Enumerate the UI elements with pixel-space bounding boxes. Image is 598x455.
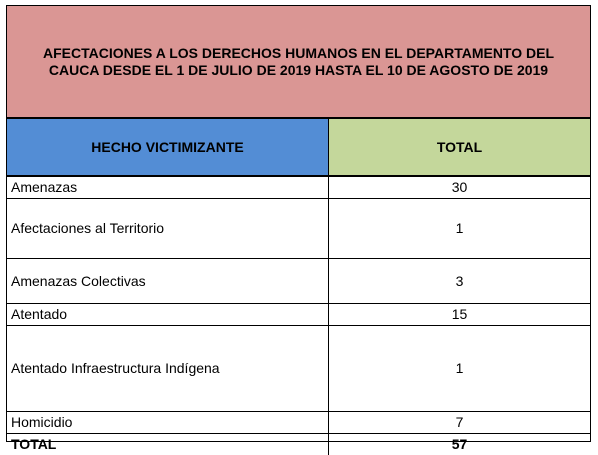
row-label: Atentado (7, 304, 329, 326)
victimization-table (6, 5, 591, 452)
total-label: TOTAL (7, 434, 329, 455)
row-label: Atentado Infraestructura Indígena (7, 326, 329, 412)
column-header-hecho: HECHO VICTIMIZANTE (7, 119, 329, 177)
row-value: 7 (329, 412, 590, 434)
total-value: 57 (451, 436, 468, 452)
row-value: 3 (329, 259, 590, 304)
row-value: 30 (329, 177, 590, 199)
row-value: 1 (329, 199, 590, 259)
column-header-total: TOTAL (329, 119, 590, 177)
row-label: Homicidio (7, 412, 329, 434)
row-value: 15 (329, 304, 590, 326)
row-label: Amenazas (7, 177, 329, 199)
row-value: 1 (329, 326, 590, 412)
table-title: AFECTACIONES A LOS DERECHOS HUMANOS EN EL DEPARTAMENTO DEL CAUCA DESDE EL 1 DE JULIO DE 2019 HASTA EL 10 DE AGOSTO DE 2019 (7, 6, 590, 119)
row-label: Afectaciones al Territorio (7, 199, 329, 259)
row-label: Amenazas Colectivas (7, 259, 329, 304)
